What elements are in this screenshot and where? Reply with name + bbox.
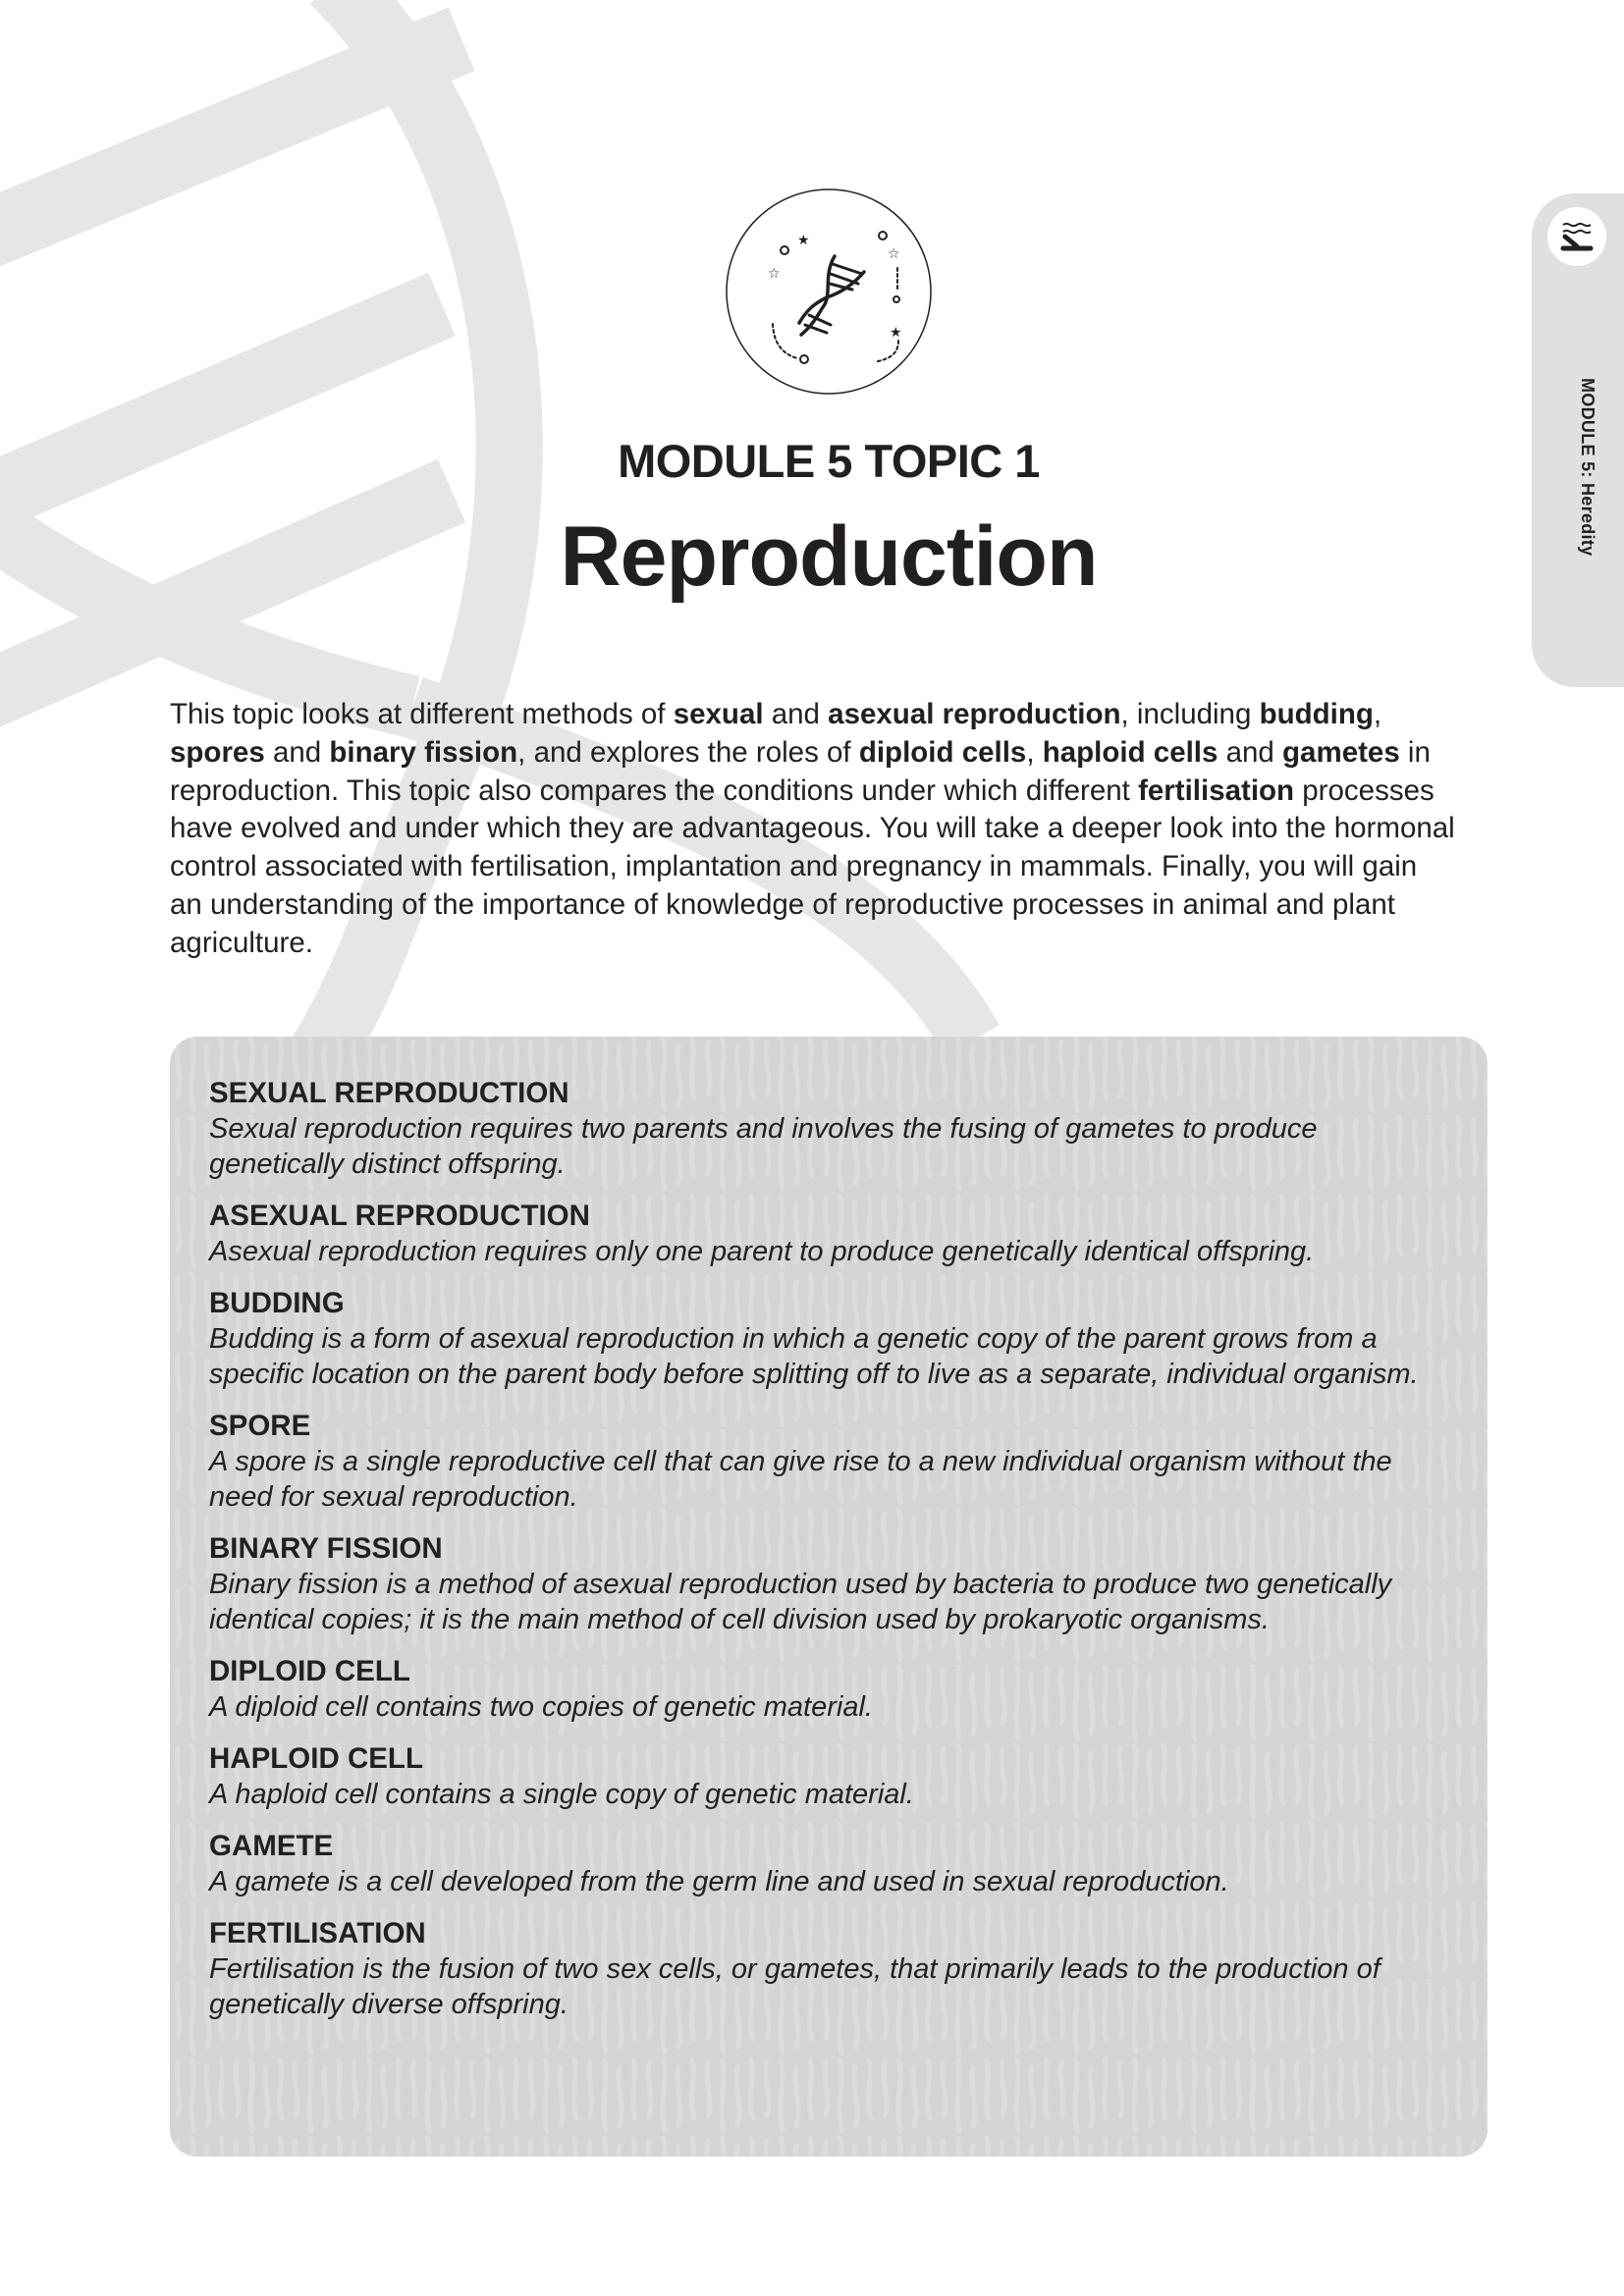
glossary-definition: A haploid cell contains a single copy of genetic material. bbox=[209, 1779, 914, 1810]
intro-text: processes have evolved and under which they are advantageous. You will take a deeper look into the hormonal control associated with fertilisation, implantation and pregnancy in mammals. Finally, you will gain an understanding of the importance of knowledge of reproductive processes in animal and plant agriculture. bbox=[170, 774, 1455, 959]
glossary-term: BUDDING bbox=[209, 1287, 345, 1319]
publisher-logo-icon bbox=[1547, 207, 1606, 266]
intro-key-term: spores bbox=[170, 735, 265, 769]
intro-key-term: fertilisation bbox=[1138, 774, 1295, 807]
svg-text:★: ★ bbox=[797, 233, 810, 248]
glossary-term: ASEXUAL REPRODUCTION bbox=[209, 1200, 590, 1232]
module-topic-kicker: MODULE 5 TOPIC 1 bbox=[618, 435, 1040, 487]
intro-text: and bbox=[1218, 735, 1283, 769]
glossary-definition: Asexual reproduction requires only one parent to produce genetically identical offspring. bbox=[209, 1236, 1315, 1267]
dna-helix-icon bbox=[725, 187, 933, 396]
intro-text: and bbox=[763, 698, 829, 730]
svg-text:☆: ☆ bbox=[888, 246, 900, 262]
module-tab-label: MODULE 5: Heredity bbox=[1578, 378, 1597, 557]
intro-key-term: budding bbox=[1259, 698, 1374, 730]
intro-text: , and explores the roles of bbox=[517, 735, 859, 769]
glossary-term: SPORE bbox=[209, 1410, 311, 1442]
glossary-definition: Fertilisation is the fusion of two sex cells, or gametes, that primarily leads to the production of genetically diverse offspring. bbox=[209, 1953, 1380, 2020]
glossary-term: HAPLOID CELL bbox=[209, 1742, 423, 1775]
intro-key-term: haploid cells bbox=[1042, 735, 1218, 769]
intro-text: This topic looks at different methods of bbox=[170, 698, 674, 730]
intro-key-term: diploid cells bbox=[858, 735, 1027, 769]
intro-text: , bbox=[1373, 698, 1382, 730]
intro-text: , bbox=[1026, 735, 1043, 769]
svg-text:☆: ☆ bbox=[768, 266, 781, 282]
glossary-list bbox=[209, 1076, 1446, 2022]
intro-key-term: binary fission bbox=[329, 735, 518, 769]
intro-text: and bbox=[264, 735, 330, 769]
glossary-definition: Sexual reproduction requires two parents and involves the fusing of gametes to produce genetically distinct offspring. bbox=[209, 1113, 1318, 1180]
glossary-term: SEXUAL REPRODUCTION bbox=[209, 1077, 569, 1109]
intro-key-term: asexual reproduction bbox=[828, 698, 1121, 730]
svg-text:★: ★ bbox=[890, 325, 902, 341]
glossary-term: BINARY FISSION bbox=[209, 1532, 443, 1565]
glossary-definition: A gamete is a cell developed from the germ line and used in sexual reproduction. bbox=[209, 1866, 1229, 1897]
intro-text: , including bbox=[1120, 698, 1260, 730]
glossary-term: GAMETE bbox=[209, 1830, 334, 1862]
intro-key-term: sexual bbox=[673, 698, 764, 730]
intro-key-term: gametes bbox=[1282, 735, 1400, 769]
glossary-definition: A spore is a single reproductive cell that can give rise to a new individual organism without the need for sexual reproduction. bbox=[209, 1446, 1392, 1513]
glossary-definition: A diploid cell contains two copies of genetic material. bbox=[209, 1691, 873, 1723]
glossary-term: DIPLOID CELL bbox=[209, 1655, 410, 1687]
intro-text: in reproduction. This topic also compares the conditions under which different bbox=[170, 735, 1431, 807]
intro-paragraph bbox=[170, 696, 1456, 963]
page-title: Reproduction bbox=[560, 509, 1098, 604]
glossary-term: FERTILISATION bbox=[209, 1917, 426, 1949]
glossary-definition: Binary fission is a method of asexual reproduction used by bacteria to produce two genetically identical copies; it is the main method of cell division used by prokaryotic organisms. bbox=[209, 1569, 1392, 1635]
glossary-box bbox=[170, 1037, 1488, 2157]
glossary-definition: Budding is a form of asexual reproduction in which a genetic copy of the parent grows from a specific location on the parent body before splitting off to live as a separate, individual organism. bbox=[209, 1323, 1419, 1390]
